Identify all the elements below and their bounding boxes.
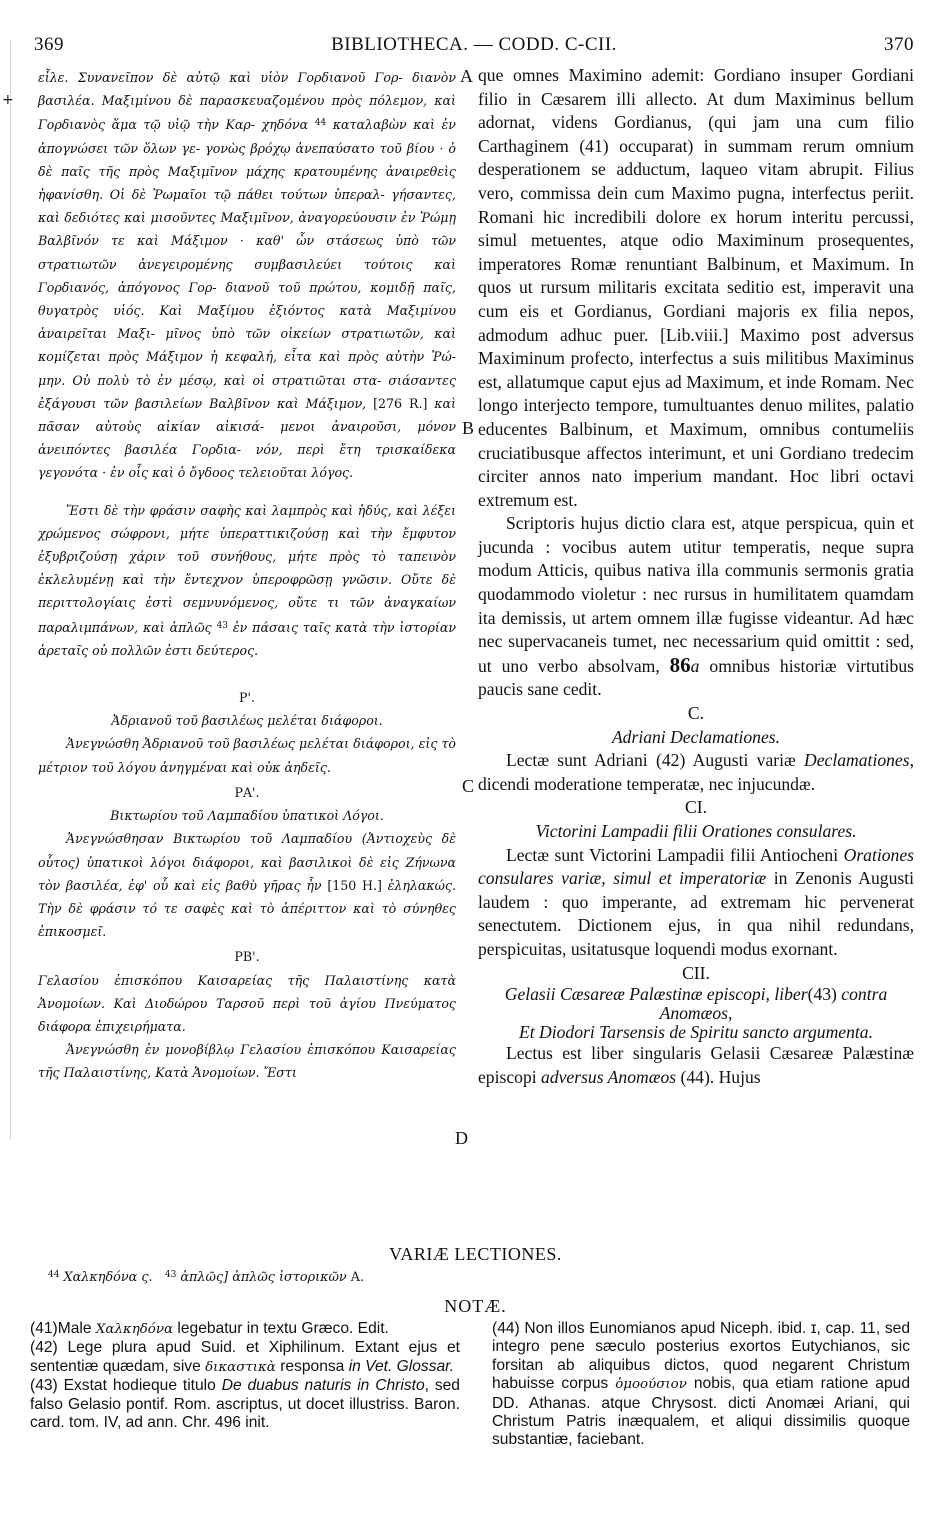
margin-cross-mark: + — [2, 92, 14, 108]
edition-page-marker-h: [150 H.] — [327, 877, 382, 893]
page-number-left: 369 — [34, 34, 64, 55]
greek-section-cii-title: Γελασίου ἐπισκόπου Καισαρείας τῆς Παλαιστίνης κατὰ Ἀνομοίων. Καὶ Διοδώρου Ταρσοῦ περὶ τοῦ ἁγίου Πνεύματος διάφορα ἐπιχειρήματα. — [38, 972, 456, 1034]
latin-section-cii-text: Lectus est liber singularis Gelasii Cæsareæ Palæstinæ episcopi adversus Anomæos (44). Hujus — [478, 1043, 914, 1087]
margin-letter-c: C — [462, 776, 475, 796]
greek-column — [38, 66, 456, 1085]
greek-section-ci-number: ΡΑ'. — [234, 784, 260, 800]
note-ref-44: 44 — [314, 118, 327, 129]
greek-section-cii-number: ΡΒ'. — [234, 949, 260, 965]
latin-section-cii-title: Gelasii Cæsareæ Palæstinæ episcopi, liber(43) contra Anomæos, Et Diodori Tarsensis de Spiritu sancto argumenta. — [504, 984, 888, 1043]
note-42: (42) Lege plura apud Suid. et Xiphilinum. Extant ejus et sententiæ quædam, sive δικαστικὰ responsa in Vet. Glossar. — [30, 1339, 460, 1375]
notae-heading: NOTÆ. — [444, 1296, 507, 1316]
greek-paragraph-2: Ἔστι δὲ τὴν φράσιν σαφὴς καὶ λαμπρὸς καὶ ἡδύς, καὶ λέξει χρώμενος σώφρονι, μήτε ὑπεραττικιζούσῃ καὶ τὴν ἔμφυτον ἐξυβριζούσῃ χάριν τοῦ συνήθους, μήτε πρὸς τὸ ταπεινὸν ἐκλελυμένῃ καὶ τὴν ἔντεχνον ὑπεροφρῶσῃ γνῶσιν. Οὔτε δὲ περιττολογίαις ἐστὶ σεμνυνόμενος, οὔτε τι τῶν ἀναγκαίων παραλιμπάνων, καὶ ἁπλῶς $^{43}$ ἐν πάσαις ταῖς κατὰ τὴν ἱστορίαν ἀρεταῖς οὐ πολλῶν ἐστι δεύτερος. — [38, 502, 456, 658]
greek-section-c-text: Ἀνεγνώσθη Ἀδριανοῦ τοῦ βασιλέως μελέται διάφοροι, εἰς τὸ μέτριον τοῦ λόγου ἀνηγμέναι καὶ οὐκ ἀηδεῖς. — [38, 736, 456, 775]
migne-column-marker: 86 — [669, 652, 691, 677]
greek-section-c-number: Ρ'. — [239, 690, 255, 706]
running-title: BIBLIOTHECA. — CODD. C-CII. — [331, 34, 617, 55]
running-header — [34, 34, 914, 60]
variae-lectiones-line: $^{44}$ Χαλκηδόνα ς. $^{43}$ ἁπλῶς] ἁπλῶς ἱστορικῶν A. — [48, 1270, 365, 1285]
latin-section-c-number: C. — [687, 703, 705, 724]
latin-paragraph-2: Scriptoris hujus dictio clara est, atque perspicua, quin et jucunda : vocibus autem utitur temperatis, neque supra modum Atticis, quibus nativa illa communis sermonis gratia quodammodo violetur : nec rursus in humilitatem quamdam ita demissis, ut artem omnem illæ fugisse videantur. Ad hæc nec supervacaneis tumet, nec necessarium quid omittit : sed, ut uno verbo absolvam, 86a omnibus historiæ virtutibus paucis sane cedit. — [478, 513, 914, 700]
note-ref-43: 43 — [216, 620, 229, 631]
notes-left-column — [30, 1320, 460, 1432]
margin-letter-b: B — [462, 418, 475, 438]
latin-section-c-title: Adriani Declamationes. — [611, 726, 781, 747]
latin-section-cii-number: CII. — [682, 962, 710, 983]
notes-right-column — [492, 1320, 910, 1450]
latin-section-ci-number: CI. — [685, 797, 707, 818]
greek-paragraph-1: εἶλε. Συνανεῖπον δὲ αὐτῷ καὶ υἱὸν Γορδιανοῦ Γορ- διανὸν βασιλέα. Μαξιμίνου δὲ παρασκευαζομένου πρὸς πόλεμον, καὶ Γορδιανὸς ἅμα τῷ υἱῷ τὴν Καρ- χηδόνα $^{44}$ καταλαβὼν καὶ ἐν ἀπογνώσει τῶν ὅλων γε- γονὼς βρόχῳ ἀνεπαύσατο τοῦ βίου · ὁ δὲ παῖς τῆς πρὸς Μαξιμῖνον μάχης κρατουμένης ἀναιρεθεὶς ἠφανίσθη. Οἱ δὲ Ῥωμαῖοι τῷ πάθει τούτων ὑπεραλ- γήσαντες, καὶ δεδιότες καὶ μισοῦντες Μαξιμῖνον, ἀναγορεύουσιν ἐν Ῥώμῃ Βαλβῖνόν τε καὶ Μάξιμον · καθ' ὧν στάσεως ὑπὸ τῶν στρατιωτῶν ἀνεγειρομένης συμβασιλεύει τούτοις καὶ Γορδιανός, ἀπόγονος Γορ- διανοῦ τοῦ πρώτου, κομιδῇ παῖς, θυγατρὸς υἱός. Καὶ Μαξίμου ἐξιόντος κατὰ Μαξιμίνου ἀναιρεῖται Μαξι- μῖνος ὑπὸ τῶν οἰκείων στρατιωτῶν, καὶ κομίζεται πρὸς Μάξιμον ἡ κεφαλή, εἶτα καὶ πρὸς αὐτὴν Ῥώ- μην. Οὐ πολὺ τὸ ἐν μέσῳ, καὶ οἱ στρατιῶται στα- σιάσαντες ἐξάγουσι τῶν βασιλείων Βαλβῖνον καὶ Μάξιμον, [276 R.] καὶ πᾶσαν αὐτοὺς αἰκίαν αἰκισά- μενοι ἀναιροῦσι, μόνον ἀνειπόντες βασιλέα Γορδια- νόν, περὶ ἔτη τρισκαίδεκα γεγονότα · ἐν οἷς καὶ ὁ ὄγδοος τελειοῦται λόγος. — [38, 70, 457, 481]
latin-section-ci-title: Victorini Lampadii filii Orationes consulares. — [535, 821, 857, 841]
latin-column — [478, 64, 914, 1089]
variae-lectiones-heading: VARIÆ LECTIONES. — [389, 1244, 562, 1264]
margin-letter-a: A — [460, 66, 473, 86]
greek-section-ci-title: Βικτωρίου τοῦ Λαμπαδίου ὑπατικοὶ Λόγοι. — [110, 808, 384, 824]
edition-page-marker: [276 R.] — [373, 395, 428, 411]
note-41: (41)Male Χαλκηδόνα legebatur in textu Græco. Edit. — [30, 1320, 389, 1337]
note-43: (43) Exstat hodieque titulo De duabus naturis in Christo, sed falso Gelasio pontif. Rom. ascriptus, ut docet illustriss. Baron. card. tom. IV, ad ann. Chr. 496 init. — [30, 1377, 460, 1432]
page-number-right: 370 — [884, 34, 914, 55]
greek-section-c-title: Ἀδριανοῦ τοῦ βασιλέως μελέται διάφοροι. — [111, 713, 383, 729]
latin-section-c-text: Lectæ sunt Adriani (42) Augusti variæ Declamationes, dicendi moderatione temperatæ, nec injucundæ. — [478, 750, 914, 794]
greek-section-ci-text: Ἀνεγνώσθησαν Βικτωρίου τοῦ Λαμπαδίου (Ἀντιοχεὺς δὲ οὗτος) ὑπατικοὶ λόγοι διάφοροι, καὶ βασιλικοὶ δὲ εἰς Ζήνωνα τὸν βασιλέα, ἐφ' οὗ καὶ εἰς βαθὺ γῆρας ἦν [150 H.] ἐληλακώς. Τὴν δὲ φράσιν τό τε σαφὲς καὶ τὸ ἀπέριττον καὶ τὸ σύνηθες ἐπικοσμεῖ. — [38, 831, 457, 940]
page-edge-line — [10, 40, 11, 1140]
margin-letter-d: D — [455, 1128, 468, 1148]
latin-paragraph-1: que omnes Maximino ademit: Gordiano insuper Gordiani filio in Cæsarem illi allecto. At dum Maximinus bellum adornat, videns Gordianus, (qui jam una cum filio Carthaginem (41) occuparat) in summam rerum omnium desperationem se adductum, laqueo vitam abrupit. Filius vero, commissa dein cum Maximo pugna, interfectus periit. Romani hic incredibili dolore ex horum interitu percussi, simul metuentes, atque odio Maximinum prosequentes, imperatores Romæ renuntiant Balbinum, et Maximum. In quos ut rursum militaris excitata seditio est, imperavit una cum eis et Gordianus, Gordiani majoris ex filia nepos, admodum adhuc puer. [Lib.viii.] Maximo post adversus Maximinum profecto, interfectus a suis militibus Maximinus est, allatumque caput ejus ad Maximum, et inde Romam. Nec longo interjecto tempore, tumultuantes denuo milites, palatio educentes Balbinum, et Maximum, omnibus contumeliis cruciatibusque affectos interimunt, et uni Gordiano tredecim circiter annos nato imperium mandant. Hoc libri octavi extremum est. — [478, 65, 914, 510]
greek-section-cii-text: Ἀνεγνώσθη ἐν μονοβίβλῳ Γελασίου ἐπισκόπου Καισαρείας τῆς Παλαιστίνης, Κατὰ Ἀνομοίων. Ἔστι — [38, 1042, 456, 1081]
latin-section-ci-text: Lectæ sunt Victorini Lampadii filii Antiocheni Orationes consulares variæ, simul et imperatoriæ in Zenonis Augusti laudem : quo imperante, ad extremam hic pervenerat senectutem. Dictionem ejus, in qua nihil redundans, perspicuitas, usitatusque loquendi modus exornant. — [478, 844, 914, 959]
note-44: (44) Non illos Eunomianos apud Niceph. ibid. ɪ, cap. 11, sed integro pene sæculo posterius exortos Eutychianos, sic forsitan ab aliquibus dictos, quod negarent Christum habuisse corpus ὁμοούσιον nobis, qua etiam ratione apud DD. Athanas. atque Chrysost. dicti Anomæi Ariani, qui Christum Patris inæqualem, et aliqui dissimilis quoque substantiæ, faciebant. — [492, 1320, 910, 1449]
